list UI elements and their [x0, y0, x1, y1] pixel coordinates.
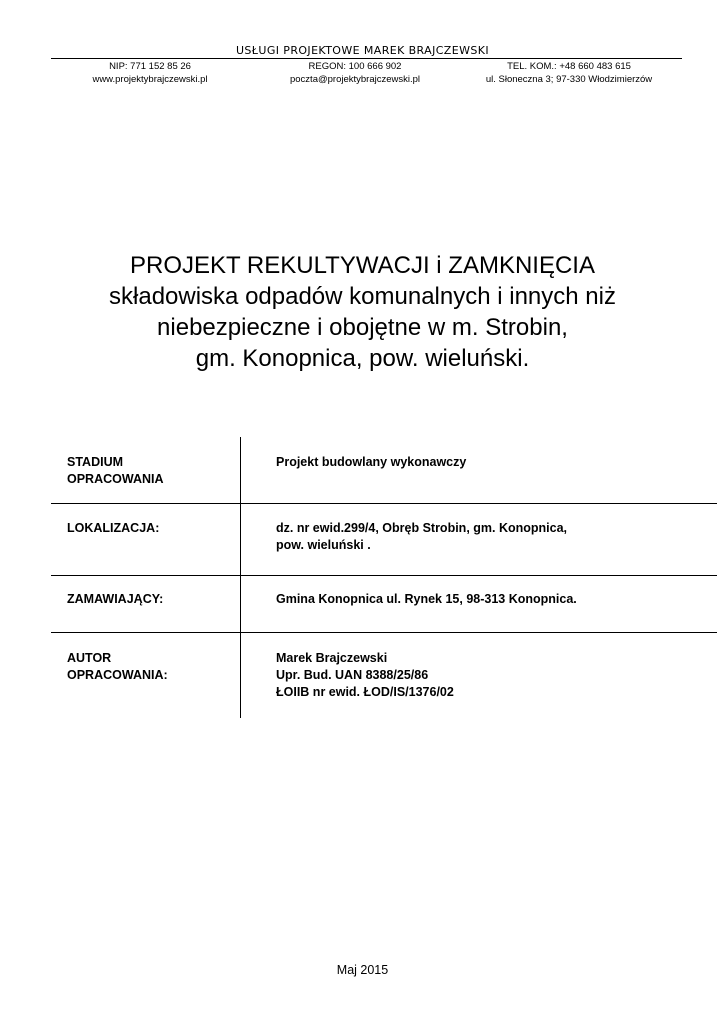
table-row-divider: [51, 503, 717, 504]
value-line: Upr. Bud. UAN 8388/25/86: [276, 668, 429, 682]
document-date: Maj 2015: [336, 963, 389, 977]
title-line-3: niebezpieczne i obojętne w m. Strobin,: [157, 314, 568, 341]
phone-text: TEL. KOM.: +48 660 483 615: [507, 61, 631, 72]
label-stadium: [67, 454, 164, 488]
value-line: Projekt budowlany wykonawczy: [276, 455, 467, 469]
header-divider: [51, 58, 682, 59]
title-line-4: gm. Konopnica, pow. wieluński.: [195, 345, 530, 372]
label-zamawiajacy: [67, 591, 163, 608]
label-line: LOKALIZACJA:: [67, 521, 160, 535]
value-line: ŁOIIB nr ewid. ŁOD/IS/1376/02: [276, 685, 454, 699]
value-line: Gmina Konopnica ul. Rynek 15, 98-313 Konopnica.: [276, 592, 577, 606]
document-title: [0, 250, 725, 374]
value-lokalizacja: [276, 520, 567, 554]
table-row-divider: [51, 575, 717, 576]
value-line: Marek Brajczewski: [276, 651, 388, 665]
title-line-1: PROJEKT REKULTYWACJI i ZAMKNIĘCIA: [130, 252, 595, 279]
label-line: AUTOR: [67, 651, 112, 665]
label-line: OPRACOWANIA: [67, 472, 164, 486]
value-line: dz. nr ewid.299/4, Obręb Strobin, gm. Konopnica,: [276, 521, 568, 535]
title-line-2: składowiska odpadów komunalnych i innych niż: [109, 283, 616, 310]
label-line: ZAMAWIAJĄCY:: [67, 592, 164, 606]
value-autor: [276, 650, 454, 701]
address-text: ul. Słoneczna 3; 97-330 Włodzimierzów: [485, 74, 653, 85]
website-text: www.projektybrajczewski.pl: [92, 74, 208, 85]
label-line: STADIUM: [67, 455, 124, 469]
company-name: USŁUGI PROJEKTOWE MAREK BRAJCZEWSKI: [235, 44, 490, 57]
value-zamawiajacy: [276, 591, 577, 608]
value-line: pow. wieluński .: [276, 538, 371, 552]
nip-text: NIP: 771 152 85 26: [109, 61, 191, 72]
value-stadium: [276, 454, 466, 471]
email-text: poczta@projektybrajczewski.pl: [289, 74, 421, 85]
regon-text: REGON: 100 666 902: [308, 61, 402, 72]
table-column-divider: [240, 437, 241, 718]
label-autor: [67, 650, 168, 684]
label-line: OPRACOWANIA:: [67, 668, 168, 682]
label-lokalizacja: [67, 520, 159, 537]
table-row-divider: [51, 632, 717, 633]
